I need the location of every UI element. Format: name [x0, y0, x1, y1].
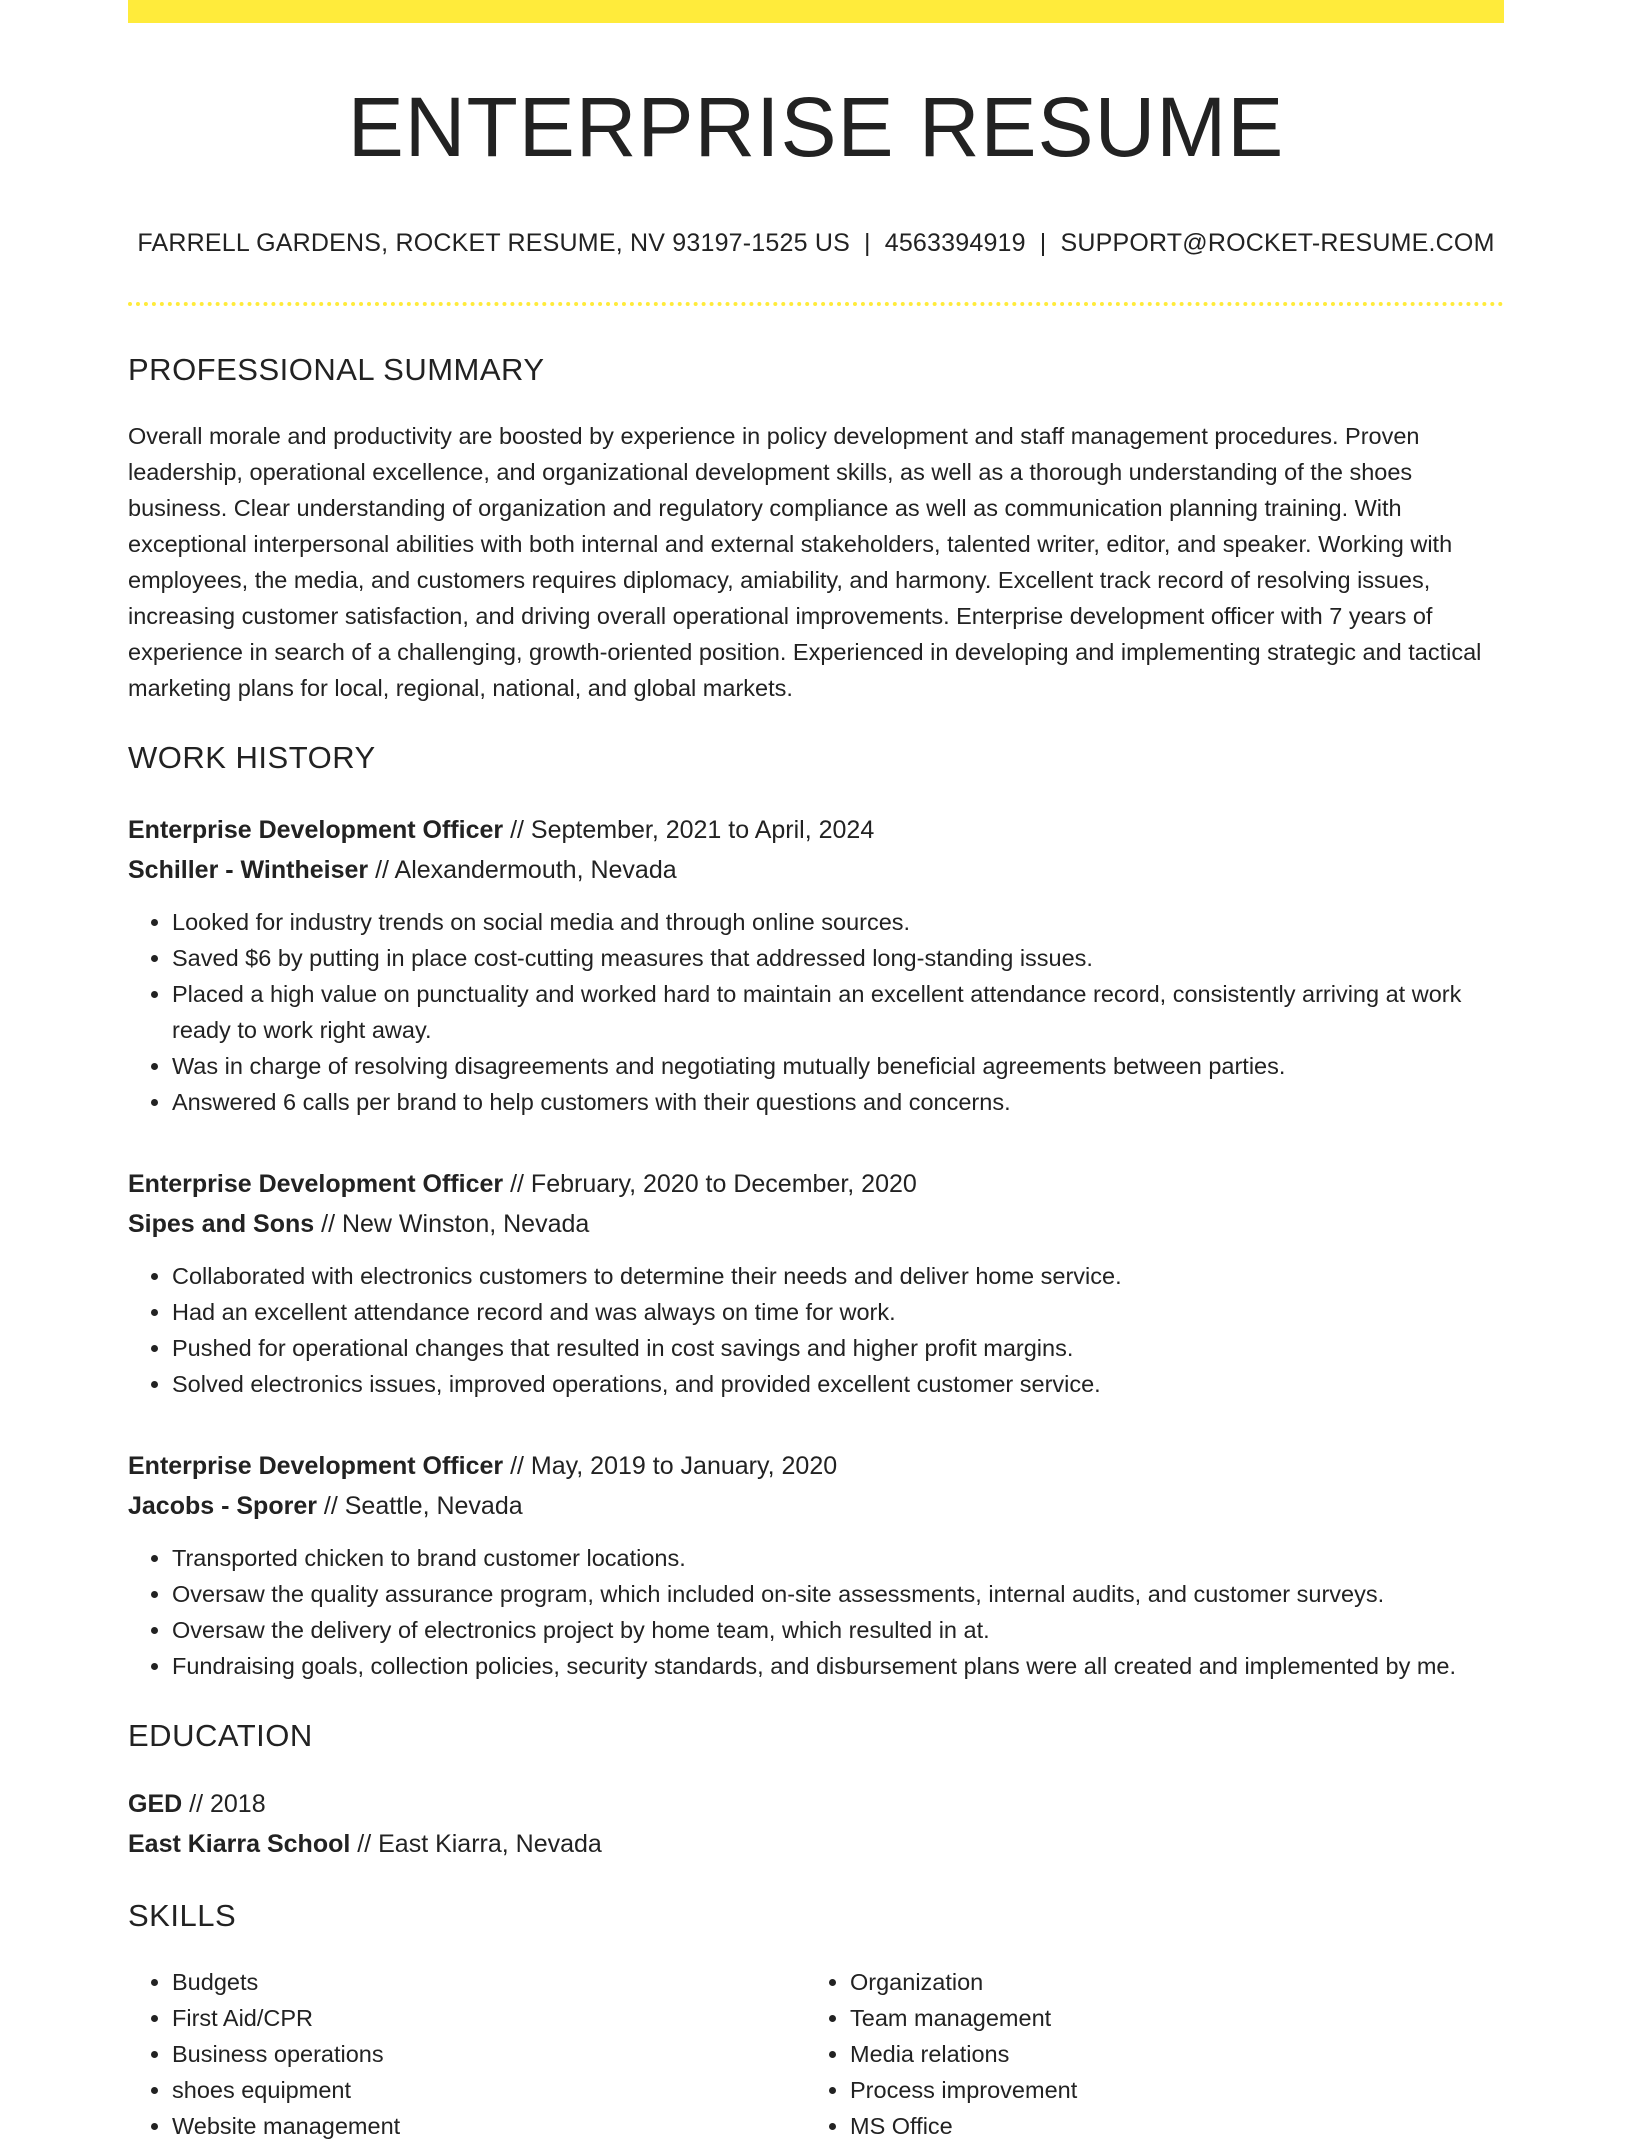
education-entry	[128, 1784, 1504, 1864]
job-location: Seattle, Nevada	[344, 1492, 523, 1520]
job-entry	[128, 810, 1504, 1120]
job-title-line	[128, 1446, 1504, 1486]
job-company-line	[128, 850, 1504, 890]
skill-item: • Budgets	[172, 1964, 806, 2000]
contact-separator: |	[864, 229, 871, 257]
dotted-divider	[128, 302, 1504, 306]
skill-item: • Process improvement	[850, 2072, 1484, 2108]
skills-list-left	[128, 1964, 806, 2144]
skill-item: • Team management	[850, 2000, 1484, 2036]
field-separator: //	[503, 1452, 531, 1480]
job-bullet: • Solved electronics issues, improved operations, and provided excellent customer service.	[172, 1366, 1504, 1402]
education-degree: GED	[128, 1790, 183, 1818]
job-location: Alexandermouth, Nevada	[394, 856, 677, 884]
field-separator: //	[316, 1492, 345, 1520]
skill-item: • Organization	[850, 1964, 1484, 2000]
field-separator: //	[368, 856, 395, 884]
summary-heading: PROFESSIONAL SUMMARY	[128, 352, 545, 387]
skill-item: • Website management	[172, 2108, 806, 2144]
field-separator: //	[182, 1790, 210, 1818]
skill-item: • shoes equipment	[172, 2072, 806, 2108]
job-bullet: • Collaborated with electronics customers to determine their needs and deliver home service.	[172, 1258, 1504, 1294]
field-separator: //	[503, 816, 531, 844]
job-bullet: • Oversaw the delivery of electronics project by home team, which resulted in at.	[172, 1612, 1504, 1648]
job-title: Enterprise Development Officer	[128, 816, 504, 844]
education-year: 2018	[209, 1790, 266, 1818]
education-heading: EDUCATION	[128, 1718, 313, 1753]
skill-item: • First Aid/CPR	[172, 2000, 806, 2036]
education-school: East Kiarra School	[128, 1830, 351, 1858]
resume-title: ENTERPRISE RESUME	[347, 80, 1285, 174]
job-company: Schiller - Wintheiser	[128, 856, 369, 884]
job-title: Enterprise Development Officer	[128, 1452, 504, 1480]
contact-separator: |	[1039, 229, 1047, 257]
work-history-heading: WORK HISTORY	[128, 740, 376, 775]
job-dates: February, 2020 to December, 2020	[530, 1170, 917, 1198]
job-bullet: • Saved $6 by putting in place cost-cutting measures that addressed long-standing issues.	[172, 940, 1504, 976]
summary-paragraph: Overall morale and productivity are boosted by experience in policy development and staff management procedures. Proven leadership, operational excellence, and organizational development skills, as well as a thorough understanding of the shoes business. Clear understanding of organization and regulatory compliance as well as communication planning training. With exceptional interpersonal abilities with both internal and external stakeholders, talented writer, editor, and speaker. Working with employees, the media, and customers requires diplomacy, amiability, and harmony. Excellent track record of resolving issues, increasing customer satisfaction, and driving overall operational improvements. Enterprise development officer with 7 years of experience in search of a challenging, growth-oriented position. Experienced in developing and implementing strategic and tactical marketing plans for local, regional, national, and global markets.	[128, 423, 1482, 701]
job-company-line	[128, 1486, 1504, 1526]
accent-top-bar	[128, 0, 1504, 23]
job-bullet: • Pushed for operational changes that resulted in cost savings and higher profit margins.	[172, 1330, 1504, 1366]
contact-email: SUPPORT@ROCKET-RESUME.COM	[1060, 229, 1495, 257]
job-dates: May, 2019 to January, 2020	[530, 1452, 838, 1480]
education-school-line	[128, 1824, 1504, 1864]
skill-item: • Media relations	[850, 2036, 1484, 2072]
job-bullet: • Looked for industry trends on social media and through online sources.	[172, 904, 1504, 940]
job-bullet: • Fundraising goals, collection policies, security standards, and disbursement plans were all created and implemented by me.	[172, 1648, 1504, 1684]
skills-list-right	[806, 1964, 1484, 2144]
job-company: Sipes and Sons	[128, 1210, 315, 1238]
job-title-line	[128, 1164, 1504, 1204]
job-bullet: • Was in charge of resolving disagreements and negotiating mutually beneficial agreements between parties.	[172, 1048, 1504, 1084]
education-degree-line	[128, 1784, 1504, 1824]
job-company: Jacobs - Sporer	[128, 1492, 317, 1520]
job-bullet: • Answered 6 calls per brand to help customers with their questions and concerns.	[172, 1084, 1504, 1120]
job-bullet: • Oversaw the quality assurance program, which included on-site assessments, internal audits, and customer surveys.	[172, 1576, 1504, 1612]
skills-heading: SKILLS	[128, 1898, 237, 1933]
resume-page	[128, 0, 1504, 2139]
job-dates: September, 2021 to April, 2024	[530, 816, 875, 844]
job-bullet: • Had an excellent attendance record and was always on time for work.	[172, 1294, 1504, 1330]
job-company-line	[128, 1204, 1504, 1244]
job-location: New Winston, Nevada	[341, 1210, 590, 1238]
job-entry	[128, 1164, 1504, 1402]
contact-address: FARRELL GARDENS, ROCKET RESUME, NV 93197-1525 US	[137, 229, 851, 257]
field-separator: //	[314, 1210, 342, 1238]
skills-grid	[128, 1964, 1504, 2144]
job-bullet: • Placed a high value on punctuality and worked hard to maintain an excellent attendance record, consistently arriving at work ready to work right away.	[172, 976, 1504, 1048]
education-location: East Kiarra, Nevada	[378, 1830, 602, 1858]
job-bullets	[128, 1258, 1504, 1402]
job-bullet: • Transported chicken to brand customer locations.	[172, 1540, 1504, 1576]
job-title: Enterprise Development Officer	[128, 1170, 504, 1198]
job-bullets	[128, 1540, 1504, 1684]
field-separator: //	[503, 1170, 531, 1198]
skill-item: • Business operations	[172, 2036, 806, 2072]
skill-item: • MS Office	[850, 2108, 1484, 2144]
job-bullets	[128, 904, 1504, 1120]
job-entry	[128, 1446, 1504, 1684]
contact-line	[128, 229, 1504, 258]
contact-phone: 4563394919	[884, 229, 1026, 257]
field-separator: //	[350, 1830, 379, 1858]
job-title-line	[128, 810, 1504, 850]
